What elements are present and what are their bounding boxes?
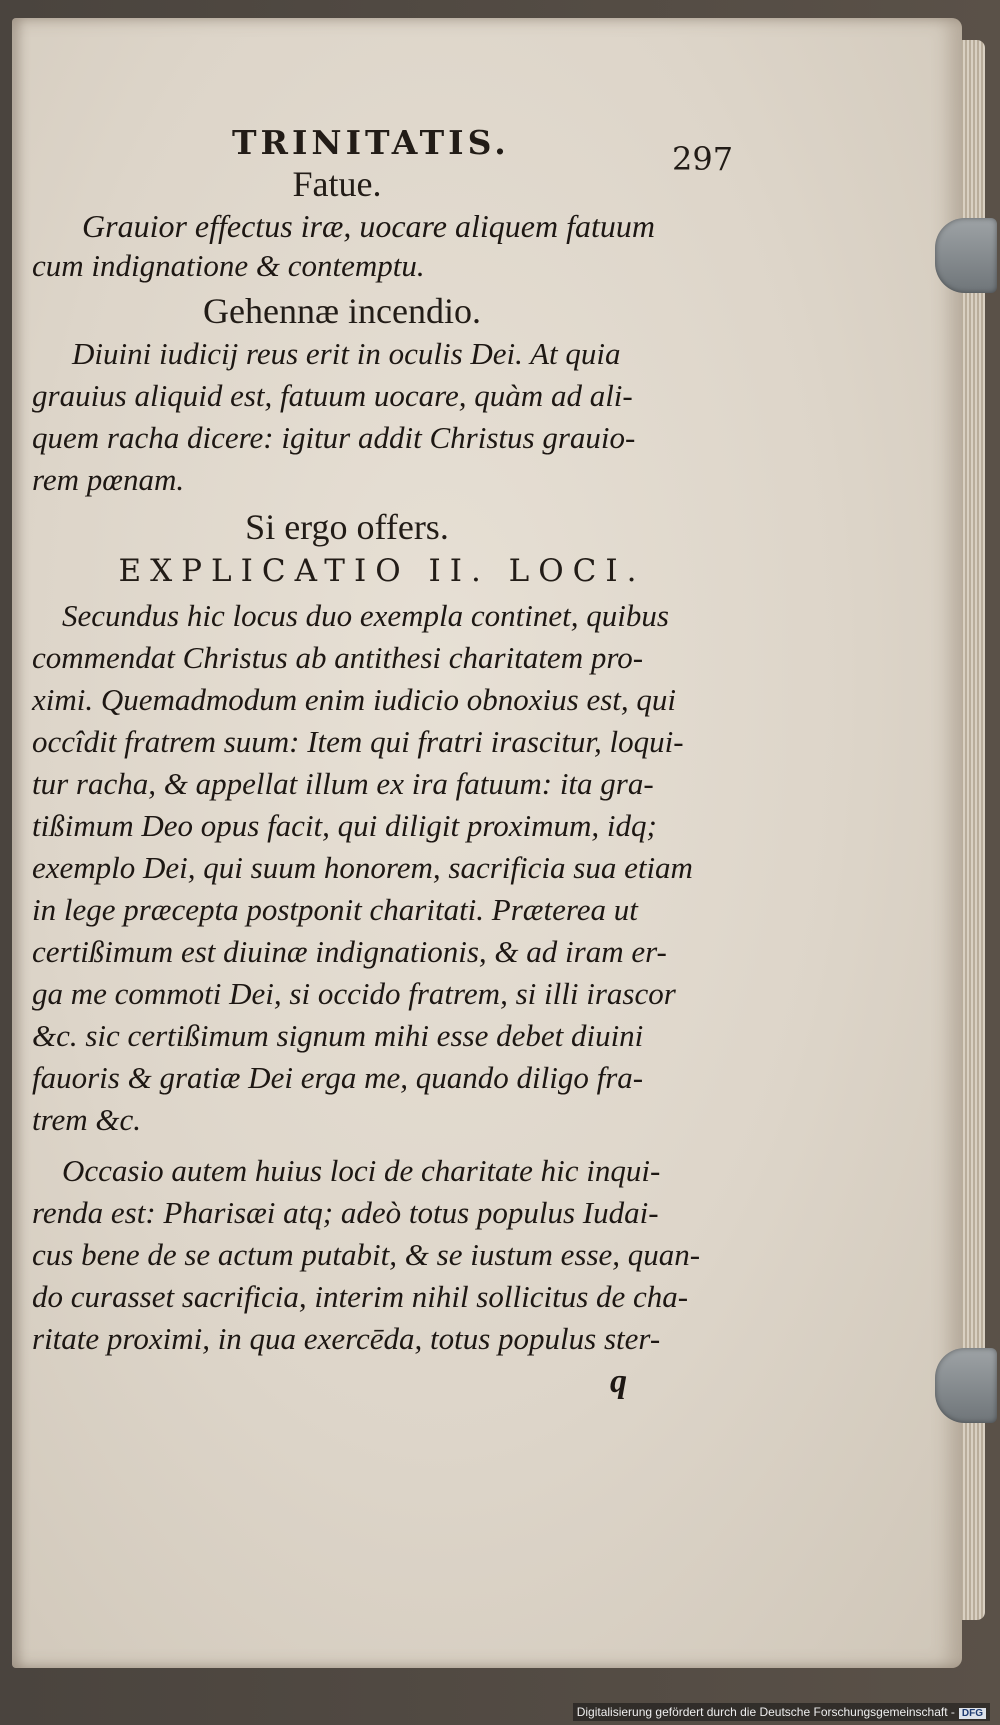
text-line: quem racha dicere: igitur addit Christus grauio- bbox=[32, 420, 636, 455]
text-line: Secundus hic locus duo exempla continet, quibus bbox=[62, 598, 669, 633]
text-line: tur racha, & appellat illum ex ira fatuum: ita gra- bbox=[32, 766, 654, 801]
text-line: tißimum Deo opus facit, qui diligit proximum, idq; bbox=[32, 808, 657, 843]
text-line: cus bene de se actum putabit, & se iustum esse, quan- bbox=[32, 1237, 701, 1272]
text-line: in lege præcepta postponit charitati. Præterea ut bbox=[32, 892, 638, 927]
text-line: &c. sic certißimum signum mihi esse debet diuini bbox=[32, 1018, 644, 1053]
text-line: ga me commoti Dei, si occido fratrem, si illi irascor bbox=[32, 976, 676, 1011]
text-line: ritate proximi, in qua exercēda, totus populus ster- bbox=[32, 1321, 661, 1356]
text-line: Diuini iudicij reus erit in oculis Dei. At quia bbox=[72, 336, 621, 371]
dfg-logo: DFG bbox=[959, 1708, 986, 1719]
page-clip-top bbox=[935, 218, 997, 293]
text-line: grauius aliquid est, fatuum uocare, quàm ad ali- bbox=[32, 378, 633, 413]
text-line: rem pœnam. bbox=[32, 462, 185, 497]
text-line: Grauior effectus iræ, uocare aliquem fatuum bbox=[82, 208, 655, 244]
text-line: occîdit fratrem suum: Item qui fratri irascitur, loqui- bbox=[32, 724, 684, 759]
section-heading: Fatue. bbox=[292, 164, 382, 204]
text-line: do curasset sacrificia, interim nihil sollicitus de cha- bbox=[32, 1279, 689, 1314]
section-subheading: EXPLICATIO II. LOCI. bbox=[118, 553, 646, 589]
text-line: exemplo Dei, qui suum honorem, sacrificia sua etiam bbox=[32, 850, 693, 885]
running-head: TRINITATIS. bbox=[232, 123, 510, 162]
catchword: q bbox=[610, 1363, 627, 1400]
digitization-credit bbox=[573, 1703, 990, 1721]
text-line: ximi. Quemadmodum enim iudicio obnoxius est, qui bbox=[32, 682, 677, 717]
section-heading: Gehennæ incendio. bbox=[203, 291, 481, 331]
text-line: trem &c. bbox=[32, 1102, 142, 1137]
text-line: certißimum est diuinæ indignationis, & ad iram er- bbox=[32, 934, 667, 969]
text-line: Occasio autem huius loci de charitate hic inqui- bbox=[62, 1153, 661, 1188]
text-line: commendat Christus ab antithesi charitatem pro- bbox=[32, 640, 644, 675]
page-number: 297 bbox=[672, 140, 734, 178]
credit-text: Digitalisierung gefördert durch die Deutsche Forschungsgemeinschaft - bbox=[576, 1705, 955, 1719]
section-heading: Si ergo offers. bbox=[245, 507, 449, 547]
text-line: fauoris & gratiæ Dei erga me, quando diligo fra- bbox=[32, 1060, 644, 1095]
page-clip-bottom bbox=[935, 1348, 997, 1423]
text-line: cum indignatione & contemptu. bbox=[32, 248, 425, 283]
text-line: renda est: Pharisæi atq; adeò totus populus Iudai- bbox=[32, 1195, 659, 1230]
book-page bbox=[12, 18, 962, 1668]
